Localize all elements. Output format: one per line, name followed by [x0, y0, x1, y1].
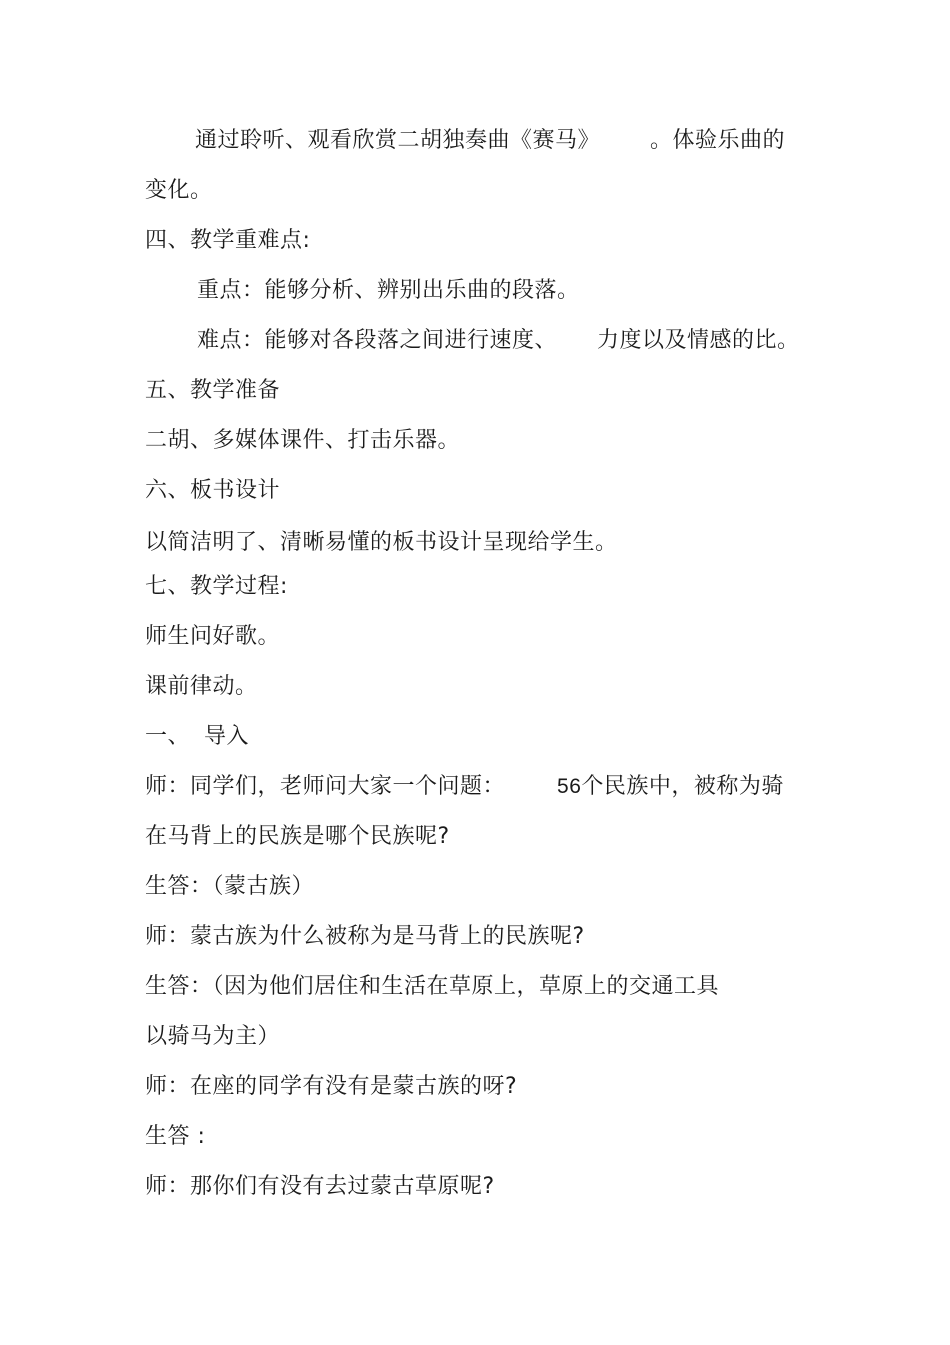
objective-line-cont: 变化。 — [145, 178, 213, 203]
difficult-text-a: 难点：能够对各段落之间进行速度、 — [197, 328, 558, 353]
student-answer-2: 生答：（因为他们居住和生活在草原上，草原上的交通工具 — [145, 974, 720, 999]
board-design-line: 以简洁明了、清晰易懂的板书设计呈现给学生。 — [145, 530, 618, 555]
student-answer-1: 生答：（蒙古族） — [145, 874, 315, 899]
ethnic-count: 56 — [557, 775, 582, 798]
section-heading-5: 五、教学准备 — [145, 378, 281, 403]
teacher-question-1 — [145, 772, 784, 802]
greeting-song-line: 师生问好歌。 — [145, 624, 281, 649]
difficult-point-line — [197, 326, 800, 356]
teacher-question-3: 师：在座的同学有没有是蒙古族的呀? — [145, 1074, 518, 1099]
teacher-question-4: 师：那你们有没有去过蒙古草原呢? — [145, 1174, 495, 1199]
student-answer-3: 生答 : — [145, 1124, 206, 1149]
warmup-line: 课前律动。 — [145, 674, 258, 699]
student-answer-2-cont: 以骑马为主） — [145, 1024, 281, 1049]
difficult-text-b: 力度以及情感的比。 — [597, 328, 800, 353]
key-point-line: 重点：能够分析、辨别出乐曲的段落。 — [197, 278, 580, 303]
intro-heading — [145, 722, 249, 752]
intro-number: 一、 — [145, 724, 191, 749]
teacher-question-1-a: 师：同学们，老师问大家一个问题： — [145, 774, 506, 799]
section-heading-6: 六、板书设计 — [145, 478, 281, 503]
teacher-question-1-b: 个民族中，被称为骑 — [581, 774, 784, 799]
section-heading-4: 四、教学重难点: — [145, 228, 311, 253]
objective-text-a: 通过聆听、观看欣赏二胡独奏曲《赛马》 — [195, 128, 601, 153]
objective-text-b: 。体验乐曲的 — [650, 128, 786, 153]
intro-title: 导入 — [204, 724, 250, 749]
objective-line — [195, 126, 785, 156]
teacher-question-1-cont: 在马背上的民族是哪个民族呢? — [145, 824, 450, 849]
section-heading-7: 七、教学过程: — [145, 574, 288, 599]
materials-line: 二胡、多媒体课件、打击乐器。 — [145, 428, 461, 453]
teacher-question-2: 师：蒙古族为什么被称为是马背上的民族呢? — [145, 924, 585, 949]
